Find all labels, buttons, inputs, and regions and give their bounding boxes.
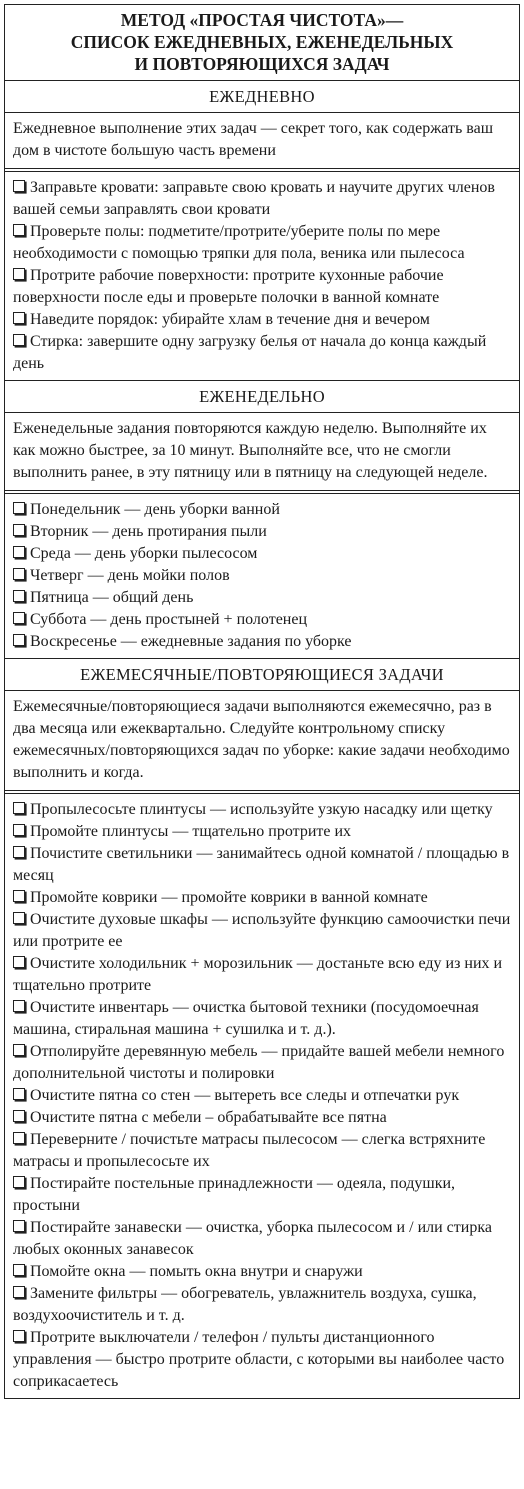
list-item (13, 309, 511, 331)
task-text: Воскресенье — ежедневные задания по уборке (30, 633, 352, 650)
checkbox-icon (13, 590, 25, 602)
list-item (13, 953, 511, 997)
task-text: Суббота — день простыней + полотенец (30, 611, 308, 628)
checkbox-icon (13, 312, 25, 324)
list-item (13, 997, 511, 1041)
list-item (13, 1283, 511, 1327)
checkbox-icon (13, 1044, 25, 1056)
task-text: Среда — день уборки пылесосом (30, 545, 258, 562)
daily-intro: Ежедневное выполнение этих задач — секрет того, как содержать ваш дом в чистоте большую часть времени (5, 113, 519, 172)
task-text: Проверьте полы: подметите/протрите/уберите полы по мере необходимости с помощью тряпки для пола, веника или пылесоса (13, 223, 465, 262)
cleaning-checklist-table (4, 4, 520, 1399)
document-title (5, 5, 519, 81)
checkbox-icon (13, 1220, 25, 1232)
task-text: Понедельник — день уборки ванной (30, 501, 280, 518)
list-item (13, 265, 511, 309)
list-item (13, 543, 511, 565)
task-text: Заправьте кровати: заправьте свою кровать и научите других членов вашей семьи заправлять свои кровати (13, 179, 495, 218)
checkbox-icon (13, 546, 25, 558)
task-text: Четверг — день мойки полов (30, 567, 230, 584)
checkbox-icon (13, 890, 25, 902)
checkbox-icon (13, 1176, 25, 1188)
list-item (13, 887, 511, 909)
checkbox-icon (13, 268, 25, 280)
list-item (13, 1085, 511, 1107)
checkbox-icon (13, 824, 25, 836)
checkbox-icon (13, 846, 25, 858)
checkbox-icon (13, 1000, 25, 1012)
checkbox-icon (13, 1132, 25, 1144)
list-item (13, 1173, 511, 1217)
weekly-heading: ЕЖЕНЕДЕЛЬНО (5, 381, 519, 413)
task-text: Замените фильтры — обогреватель, увлажнитель воздуха, сушка, воздухоочиститель и т. д. (13, 1285, 477, 1324)
list-item (13, 499, 511, 521)
checkbox-icon (13, 180, 25, 192)
list-item (13, 587, 511, 609)
task-text: Очистите инвентарь — очистка бытовой техники (посудомоечная машина, стиральная машина + сушилка и т. д.). (13, 999, 479, 1038)
list-item (13, 331, 511, 375)
task-text: Постирайте постельные принадлежности — одеяла, подушки, простыни (13, 1175, 456, 1214)
task-text: Очистите холодильник + морозильник — достаньте всю еду из них и тщательно протрите (13, 955, 503, 994)
task-text: Наведите порядок: убирайте хлам в течение дня и вечером (30, 311, 430, 328)
checkbox-icon (13, 1088, 25, 1100)
task-text: Пропылесосьте плинтусы — используйте узкую насадку или щетку (30, 801, 493, 818)
task-text: Переверните / почистьте матрасы пылесосом — слегка встряхните матрасы и пропылесосьте их (13, 1131, 486, 1170)
list-item (13, 1129, 511, 1173)
title-line-2: СПИСОК ЕЖЕДНЕВНЫХ, ЕЖЕНЕДЕЛЬНЫХ (70, 32, 454, 52)
list-item (13, 221, 511, 265)
task-text: Вторник — день протирания пыли (30, 523, 267, 540)
daily-task-list (5, 172, 519, 381)
task-text: Промойте плинтусы — тщательно протрите их (30, 823, 352, 840)
task-text: Очистите пятна с мебели – обрабатывайте все пятна (30, 1109, 387, 1126)
task-text: Отполируйте деревянную мебель — придайте вашей мебели немного дополнительной чистоты и полировки (13, 1043, 505, 1082)
checkbox-icon (13, 912, 25, 924)
task-text: Протрите рабочие поверхности: протрите кухонные рабочие поверхности после еды и проверьте полочки в ванной комнате (13, 267, 444, 306)
checkbox-icon (13, 524, 25, 536)
task-text: Промойте коврики — промойте коврики в ванной комнате (30, 889, 428, 906)
list-item (13, 909, 511, 953)
checkbox-icon (13, 1286, 25, 1298)
checkbox-icon (13, 1330, 25, 1342)
list-item (13, 1217, 511, 1261)
list-item (13, 1107, 511, 1129)
list-item (13, 521, 511, 543)
task-text: Стирка: завершите одну загрузку белья от начала до конца каждый день (13, 333, 487, 372)
checkbox-icon (13, 1110, 25, 1122)
list-item (13, 177, 511, 221)
checkbox-icon (13, 334, 25, 346)
list-item (13, 609, 511, 631)
weekly-intro: Еженедельные задания повторяются каждую неделю. Выполняйте их как можно быстрее, за 10 минут. Выполняйте все, что не смогли выполнить ранее, в эту пятницу или в пятницу на следующей неделе. (5, 413, 519, 494)
checkbox-icon (13, 568, 25, 580)
weekly-task-list (5, 494, 519, 659)
task-text: Постирайте занавески — очистка, уборка пылесосом и / или стирка любых оконных занавесок (13, 1219, 492, 1258)
list-item (13, 843, 511, 887)
monthly-intro: Ежемесячные/повторяющиеся задачи выполняются ежемесячно, раз в два месяца или ежеквартально. Следуйте контрольному списку ежемесячных/повторяющихся задач по уборке: какие задачи необходимо выполнить и когда. (5, 691, 519, 794)
daily-heading: ЕЖЕДНЕВНО (5, 81, 519, 113)
title-line-3: И ПОВТОРЯЮЩИХСЯ ЗАДАЧ (134, 54, 390, 74)
monthly-task-list (5, 794, 519, 1398)
checkbox-icon (13, 612, 25, 624)
checkbox-icon (13, 224, 25, 236)
checkbox-icon (13, 1264, 25, 1276)
task-text: Очистите духовые шкафы — используйте функцию самоочистки печи или протрите ее (13, 911, 511, 950)
task-text: Помойте окна — помыть окна внутри и снаружи (30, 1263, 363, 1280)
checkbox-icon (13, 634, 25, 646)
task-text: Пятница — общий день (30, 589, 194, 606)
checkbox-icon (13, 502, 25, 514)
task-text: Очистите пятна со стен — вытереть все следы и отпечатки рук (30, 1087, 460, 1104)
list-item (13, 1327, 511, 1393)
monthly-heading: ЕЖЕМЕСЯЧНЫЕ/ПОВТОРЯЮЩИЕСЯ ЗАДАЧИ (5, 659, 519, 691)
list-item (13, 631, 511, 653)
title-line-1: МЕТОД «ПРОСТАЯ ЧИСТОТА»— (120, 10, 404, 30)
list-item (13, 1041, 511, 1085)
list-item (13, 1261, 511, 1283)
list-item (13, 821, 511, 843)
list-item (13, 799, 511, 821)
task-text: Почистите светильники — занимайтесь одной комнатой / площадью в месяц (13, 845, 510, 884)
checkbox-icon (13, 802, 25, 814)
list-item (13, 565, 511, 587)
task-text: Протрите выключатели / телефон / пульты дистанционного управления — быстро протрите области, с которыми вы наиболее часто соприкасаетесь (13, 1329, 505, 1390)
checkbox-icon (13, 956, 25, 968)
